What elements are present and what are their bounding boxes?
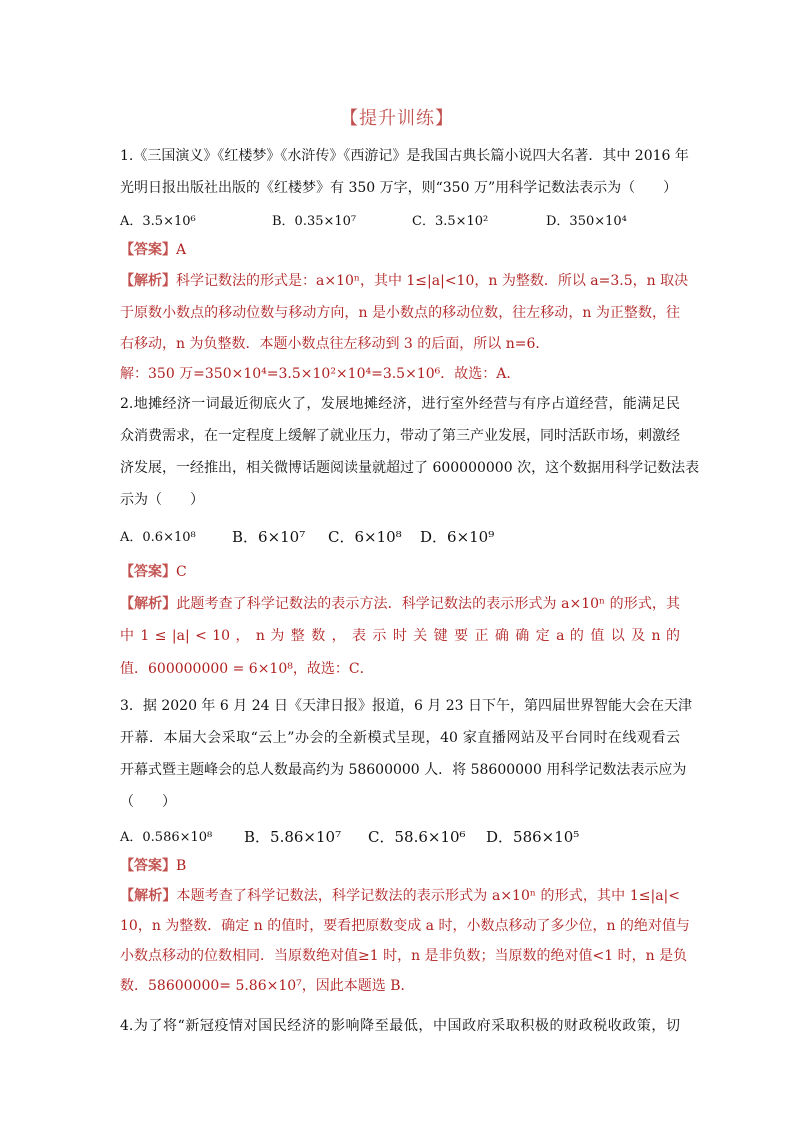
q2-option-b: B．6×10⁷ <box>232 528 306 546</box>
q3-option-b: B．5.86×10⁷ <box>244 828 342 846</box>
q3-analysis-line-3: 小数点移动的位数相同．当原数绝对值≥1 时，n 是非负数；当原数的绝对值<1 时，n 是负 <box>120 948 688 964</box>
q3-answer-value: B <box>176 858 187 874</box>
q1-answer-value: A <box>176 242 187 258</box>
q1-analysis-line-2: 于原数小数点的移动位数与移动方向，n 是小数点的移动位数，往左移动，n 为正整数，往 <box>120 305 680 321</box>
q3-line-3: 开幕式暨主题峰会的总人数最高约为 58600000 人．将 58600000 用科学记数法表示应为 <box>120 762 687 778</box>
analysis-label: 【解析】 <box>120 273 176 289</box>
q2-answer-value: C <box>176 564 187 580</box>
q2-answer <box>120 562 680 582</box>
q1-answer <box>120 240 680 260</box>
q1-line-1: 1.《三国演义》《红楼梦》《水浒传》《西游记》是我国古典长篇小说四大名著．其中 2016 年 <box>120 148 689 164</box>
q1-option-b: B．0.35×10⁷ <box>272 214 357 229</box>
q2-line-1: 2.地摊经济一词最近彻底火了，发展地摊经济，进行室外经营与有序占道经营，能满足民 <box>120 396 680 412</box>
q2-analysis-line-3: 值．600000000 = 6×10⁸，故选：C． <box>120 661 374 677</box>
q1-analysis-line-3: 右移动，n 为负整数．本题小数点往左移动到 3 的后面，所以 n=6． <box>120 336 550 352</box>
analysis-label: 【解析】 <box>120 596 177 612</box>
q3-option-d: D．586×10⁵ <box>486 828 580 846</box>
q3-line-4: （ ） <box>120 794 176 810</box>
q2-line-2: 众消费需求，在一定程度上缓解了就业压力，带动了第三产业发展，同时活跃市场，刺激经 <box>120 428 680 444</box>
q3-line-2: 开幕．本届大会采取“云上”办会的全新模式呈现，40 家直播网站及平台同时在线观看云 <box>120 730 680 746</box>
q3-analysis-line-4: 数．58600000= 5.86×10⁷，因此本题选 B． <box>120 978 415 994</box>
q3-answer <box>120 856 680 876</box>
q2-option-d: D．6×10⁹ <box>420 528 495 546</box>
q2-line-4: 示为（ ） <box>120 492 204 508</box>
q3-option-a: A．0.586×10⁸ <box>120 830 213 845</box>
analysis-label: 【解析】 <box>120 888 177 904</box>
q1-option-d: D．350×10⁴ <box>546 214 627 229</box>
q2-option-a: A．0.6×10⁸ <box>120 530 196 545</box>
answer-label: 【答案】 <box>120 564 176 580</box>
q1-option-c: C．3.5×10² <box>412 214 489 229</box>
q4-line-1: 4.为了将“新冠疫情对国民经济的影响降至最低，中国政府采取积极的财政税收政策，切 <box>120 1018 680 1034</box>
q1-line-2: 光明日报出版社出版的《红楼梦》有 350 万字，则“350 万”用科学记数法表示为（ ） <box>120 180 678 196</box>
q3-line-1: 3．据 2020 年 6 月 24 日《天津日报》报道，6 月 23 日下午，第四届世界智能大会在天津 <box>120 698 693 714</box>
q2-option-c: C．6×10⁸ <box>328 528 402 546</box>
answer-label: 【答案】 <box>120 242 176 258</box>
q3-analysis-line-2: 10，n 为整数．确定 n 的值时，要看把原数变成 a 时，小数点移动了多少位，n 的绝对值与 <box>120 918 690 934</box>
answer-label: 【答案】 <box>120 858 176 874</box>
q2-analysis-line-1: 【解析】此题考查了科学记数法的表示方法．科学记数法的表示形式为 a×10ⁿ 的形式，其 <box>120 596 680 612</box>
q3-option-c: C．58.6×10⁶ <box>368 828 466 846</box>
q1-analysis-line-1: 【解析】科学记数法的形式是：a×10ⁿ，其中 1≤|a|<10，n 为整数．所以 a=3.5，n 取决 <box>120 273 689 289</box>
q1-option-a: A．3.5×10⁶ <box>120 214 196 229</box>
section-title: 【提升训练】 <box>340 108 454 129</box>
q3-analysis-line-1: 【解析】本题考查了科学记数法，科学记数法的表示形式为 a×10ⁿ 的形式，其中 1≤|a|< <box>120 888 681 904</box>
q1-solution: 解：350 万=350×10⁴=3.5×10²×10⁴=3.5×10⁶．故选：A． <box>120 366 521 382</box>
q2-line-3: 济发展，一经推出，相关微博话题阅读量就超过了 600000000 次，这个数据用科学记数法表 <box>120 460 700 476</box>
q2-analysis-line-2: 中 1 ≤ |a| < 10 ， n 为 整 数 ， 表 示 时 关 键 要 正 确 确 定 a 的 值 以 及 n 的 <box>120 628 680 644</box>
